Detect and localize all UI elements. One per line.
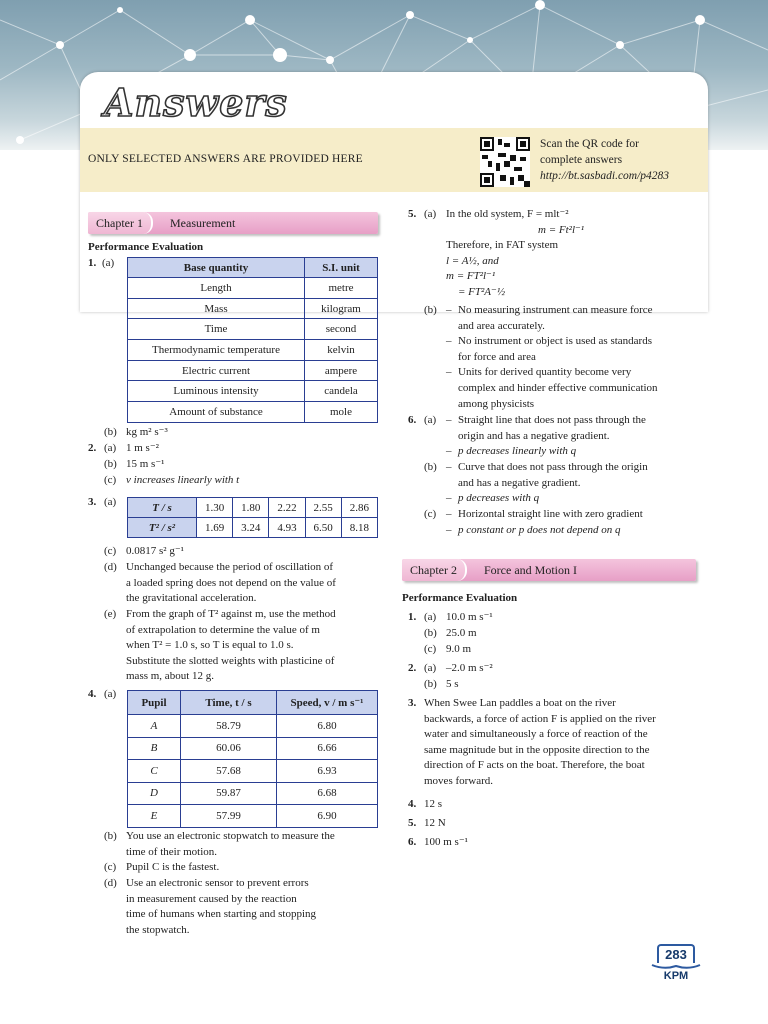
- question-number: 2.: [408, 662, 417, 674]
- answer-text: 15 m s⁻¹: [126, 458, 165, 470]
- period-table: [127, 497, 378, 538]
- answer-text: 1 m s⁻²: [126, 442, 159, 454]
- part-label: (c): [104, 861, 117, 873]
- chapter-title: Measurement: [170, 216, 236, 230]
- part-label: (a): [424, 414, 437, 426]
- table-cell: B: [128, 737, 181, 760]
- table-cell: 6.66: [277, 737, 378, 760]
- bullet-line: origin and has a negative gradient.: [458, 429, 610, 442]
- answer-line: You use an electronic stopwatch to measure the: [126, 830, 335, 842]
- table-header: T² / s²: [128, 518, 197, 538]
- part-label: (b): [104, 458, 117, 470]
- table-cell: 6.93: [277, 760, 378, 783]
- answer-line: direction of F acts on the boat. Therefore, the boat: [424, 759, 645, 772]
- table-cell: 1.80: [233, 498, 269, 518]
- question-number: 2.: [88, 442, 97, 454]
- table-cell: D: [128, 782, 181, 805]
- answer-line: the gravitational acceleration.: [126, 592, 257, 605]
- table-row: [128, 278, 378, 299]
- bullet-line: and area accurately.: [458, 319, 545, 332]
- right-column-answers: 5. (a) In the old system, F = mlt⁻² m = Ft²l⁻¹ Therefore, in FAT system l = A½, and m = FT²l⁻¹ = FT²A⁻½ (b) – No measuring instrument can measure force and area accurately. – No instrument or object is used as standards for force and area – Units for derived quantity become very complex and hinder effective communication among physicists 6. (a) – Straight line that does not pass through the origin and has a negative gradient. – p decreases linearly with q (b) – Curve that does not pass through the origin and has a negative gradient. – p decreases with q (c) – Horizontal straight line with zero gradient – p constant or p does not depend on q: [408, 207, 708, 539]
- answer-line: When Swee Lan paddles a boat on the river: [424, 697, 616, 709]
- table-cell: 6.90: [277, 805, 378, 828]
- answer-line: moves forward.: [424, 774, 494, 787]
- question-number: 1.: [408, 611, 417, 623]
- table-row: [128, 760, 378, 783]
- equation-line: l = A½, and: [446, 254, 499, 267]
- part-label: (a): [104, 688, 117, 700]
- answer-text: 12 s: [424, 798, 443, 810]
- table-cell: 6.50: [305, 518, 341, 538]
- chapter-label: Chapter 2: [402, 559, 467, 581]
- table-cell: Amount of substance: [128, 402, 305, 423]
- table-cell: 1.30: [197, 498, 233, 518]
- bullet-line: for force and area: [458, 350, 536, 363]
- equation-line: In the old system, F = mlt⁻²: [446, 208, 569, 220]
- page-number-badge: [650, 944, 702, 982]
- bullet-line: Units for derived quantity become very: [458, 366, 632, 379]
- table-cell: A: [128, 715, 181, 738]
- part-label: (a): [424, 611, 437, 623]
- equation-line: = FT²A⁻½: [458, 285, 506, 298]
- q3-parts: [88, 544, 388, 703]
- bullet-line: Curve that does not pass through the origin: [458, 461, 648, 473]
- table-cell: Mass: [128, 298, 305, 319]
- table-cell: second: [305, 319, 378, 340]
- part-label: (b): [104, 830, 117, 842]
- table-row: [128, 782, 378, 805]
- answer-text: 10.0 m s⁻¹: [446, 611, 493, 623]
- table-cell: 58.79: [180, 715, 276, 738]
- table-cell: candela: [305, 381, 378, 402]
- table-cell: 2.22: [269, 498, 305, 518]
- answer-line: the stopwatch.: [126, 923, 190, 936]
- answer-line: when T² = 1.0 s, so T is equal to 1.0 s.: [126, 639, 294, 652]
- question-number: 6.: [408, 836, 417, 848]
- q4-parts: [88, 829, 388, 940]
- part-label: (c): [424, 508, 437, 520]
- answer-line: time of their motion.: [126, 845, 218, 858]
- table-row: [128, 360, 378, 381]
- publisher-label: KPM: [663, 970, 689, 982]
- table-cell: kilogram: [305, 298, 378, 319]
- answer-text: –2.0 m s⁻²: [446, 662, 493, 674]
- answer-line: of extrapolation to determine the value of m: [126, 623, 320, 636]
- table-cell: metre: [305, 278, 378, 299]
- part-label: (a): [104, 496, 117, 508]
- answer-line: Unchanged because the period of oscillation of: [126, 561, 334, 573]
- question-number: 4.: [88, 688, 97, 700]
- table-header: T / s: [128, 498, 197, 518]
- bullet-line: Horizontal straight line with zero gradient: [458, 508, 643, 520]
- answer-line: same magnitude but in the opposite direction to the: [424, 743, 650, 756]
- answer-line: Substitute the slotted weights with plasticine of: [126, 654, 335, 667]
- part-label: (b): [424, 627, 437, 639]
- chapter-title: Force and Motion I: [484, 563, 577, 577]
- bullet-line: p decreases linearly with q: [458, 445, 577, 458]
- answer-line: in measurement caused by the reaction: [126, 892, 297, 905]
- answer-line: time of humans when starting and stopping: [126, 908, 317, 921]
- chapter-1-heading: [88, 212, 378, 234]
- part-label: (b): [424, 461, 437, 473]
- answer-line: From the graph of T² against m, use the method: [126, 608, 336, 620]
- notice-banner: [80, 128, 708, 192]
- table-cell: Electric current: [128, 360, 305, 381]
- table-row: [128, 805, 378, 828]
- table-cell: 2.86: [341, 498, 377, 518]
- bullet-line: and has a negative gradient.: [458, 476, 581, 489]
- question-number: 4.: [408, 798, 417, 810]
- answer-line: water and simultaneously a force of reaction of the: [424, 728, 648, 741]
- table-cell: 4.93: [269, 518, 305, 538]
- table-cell: 57.99: [180, 805, 276, 828]
- section-heading: Performance Evaluation: [88, 241, 204, 253]
- table-header: Speed, v / m s⁻¹: [277, 691, 378, 715]
- table-cell: 6.80: [277, 715, 378, 738]
- part-label: (c): [424, 643, 437, 655]
- table-row: [128, 319, 378, 340]
- table-row: [128, 715, 378, 738]
- question-number: 5.: [408, 817, 417, 829]
- table-header: Pupil: [128, 691, 181, 715]
- section-heading: Performance Evaluation: [402, 592, 518, 604]
- chapter-2-answers: [402, 591, 702, 854]
- table-cell: kelvin: [305, 340, 378, 361]
- table-row: [128, 381, 378, 402]
- qr-url-link[interactable]: http://bt.sasbadi.com/p4283: [540, 170, 670, 182]
- answer-text: 0.0817 s² g⁻¹: [126, 545, 184, 557]
- base-quantity-table: [127, 257, 378, 423]
- bullet-line: p decreases with q: [458, 492, 540, 505]
- table-row: [128, 498, 378, 518]
- table-header: S.I. unit: [305, 258, 378, 278]
- answer-line: Use an electronic sensor to prevent errors: [126, 877, 309, 889]
- page-title: Answers: [104, 80, 288, 125]
- table-cell: 57.68: [180, 760, 276, 783]
- question-number: 5.: [408, 208, 417, 220]
- part-label: (a): [102, 256, 115, 269]
- qr-caption-line2: complete answers: [540, 154, 623, 166]
- answer-text: Pupil C is the fastest.: [126, 861, 220, 873]
- part-label: (a): [424, 208, 437, 220]
- equation-line: m = Ft²l⁻¹: [538, 223, 585, 236]
- table-cell: 2.55: [305, 498, 341, 518]
- part-label: (c): [104, 474, 117, 486]
- answer-text: 5 s: [446, 678, 459, 690]
- table-cell: 8.18: [341, 518, 377, 538]
- part-label: (a): [424, 662, 437, 674]
- qr-code-icon[interactable]: [480, 137, 530, 187]
- bullet-line: Straight line that does not pass through the: [458, 414, 646, 426]
- bullet-line: No measuring instrument can measure force: [458, 304, 653, 316]
- bullet-line: complex and hinder effective communication: [458, 381, 658, 394]
- table-row: [128, 340, 378, 361]
- question-number: 3.: [408, 697, 417, 709]
- part-label: (d): [104, 561, 117, 573]
- table-header: Base quantity: [128, 258, 305, 278]
- answer-text: 9.0 m: [446, 643, 472, 655]
- answer-text: 25.0 m: [446, 627, 477, 639]
- table-cell: 59.87: [180, 782, 276, 805]
- table-cell: mole: [305, 402, 378, 423]
- table-cell: Luminous intensity: [128, 381, 305, 402]
- table-cell: ampere: [305, 360, 378, 381]
- part-label: (b): [104, 426, 117, 438]
- part-label: (c): [104, 545, 117, 557]
- question-number: 6.: [408, 414, 417, 426]
- part-label: (b): [424, 678, 437, 690]
- table-row: [128, 298, 378, 319]
- part-label: (a): [104, 442, 117, 454]
- table-row: [128, 518, 378, 538]
- part-label: (d): [104, 877, 117, 889]
- table-row: [128, 737, 378, 760]
- answer-text: v increases linearly with t: [126, 474, 240, 486]
- table-cell: Length: [128, 278, 305, 299]
- notice-text: ONLY SELECTED ANSWERS ARE PROVIDED HERE: [88, 153, 363, 165]
- chapter-label: Chapter 1: [88, 212, 153, 234]
- table-cell: 6.68: [277, 782, 378, 805]
- table-cell: Thermodynamic temperature: [128, 340, 305, 361]
- bullet-line: p constant or p does not depend on q: [458, 523, 621, 536]
- bullet-line: No instrument or object is used as standards: [458, 335, 652, 348]
- chapter-2-heading: [402, 559, 696, 581]
- answer-text: 12 N: [424, 817, 446, 829]
- table-cell: 3.24: [233, 518, 269, 538]
- table-header: Time, t / s: [180, 691, 276, 715]
- table-cell: Time: [128, 319, 305, 340]
- table-cell: 60.06: [180, 737, 276, 760]
- equation-line: Therefore, in FAT system: [446, 239, 559, 252]
- pupil-table: [127, 690, 378, 828]
- table-row: [128, 402, 378, 423]
- table-cell: C: [128, 760, 181, 783]
- answer-text: 100 m s⁻¹: [424, 836, 468, 848]
- question-number: 3.: [88, 496, 97, 508]
- answer-line: mass m, about 12 g.: [126, 670, 214, 683]
- part-label: (b): [424, 304, 437, 316]
- answer-text: kg m² s⁻³: [126, 426, 168, 438]
- part-label: (e): [104, 608, 117, 620]
- question-number: 1.: [88, 256, 97, 269]
- qr-caption: [540, 136, 669, 184]
- answer-line: backwards, a force of action F is applied on the river: [424, 712, 656, 725]
- table-cell: E: [128, 805, 181, 828]
- page-number: 283: [657, 944, 695, 963]
- answer-line: a loaded spring does not depend on the value of: [126, 576, 336, 589]
- table-cell: 1.69: [197, 518, 233, 538]
- equation-line: m = FT²l⁻¹: [446, 270, 496, 283]
- bullet-line: among physicists: [458, 397, 535, 410]
- qr-caption-line1: Scan the QR code for: [540, 138, 639, 150]
